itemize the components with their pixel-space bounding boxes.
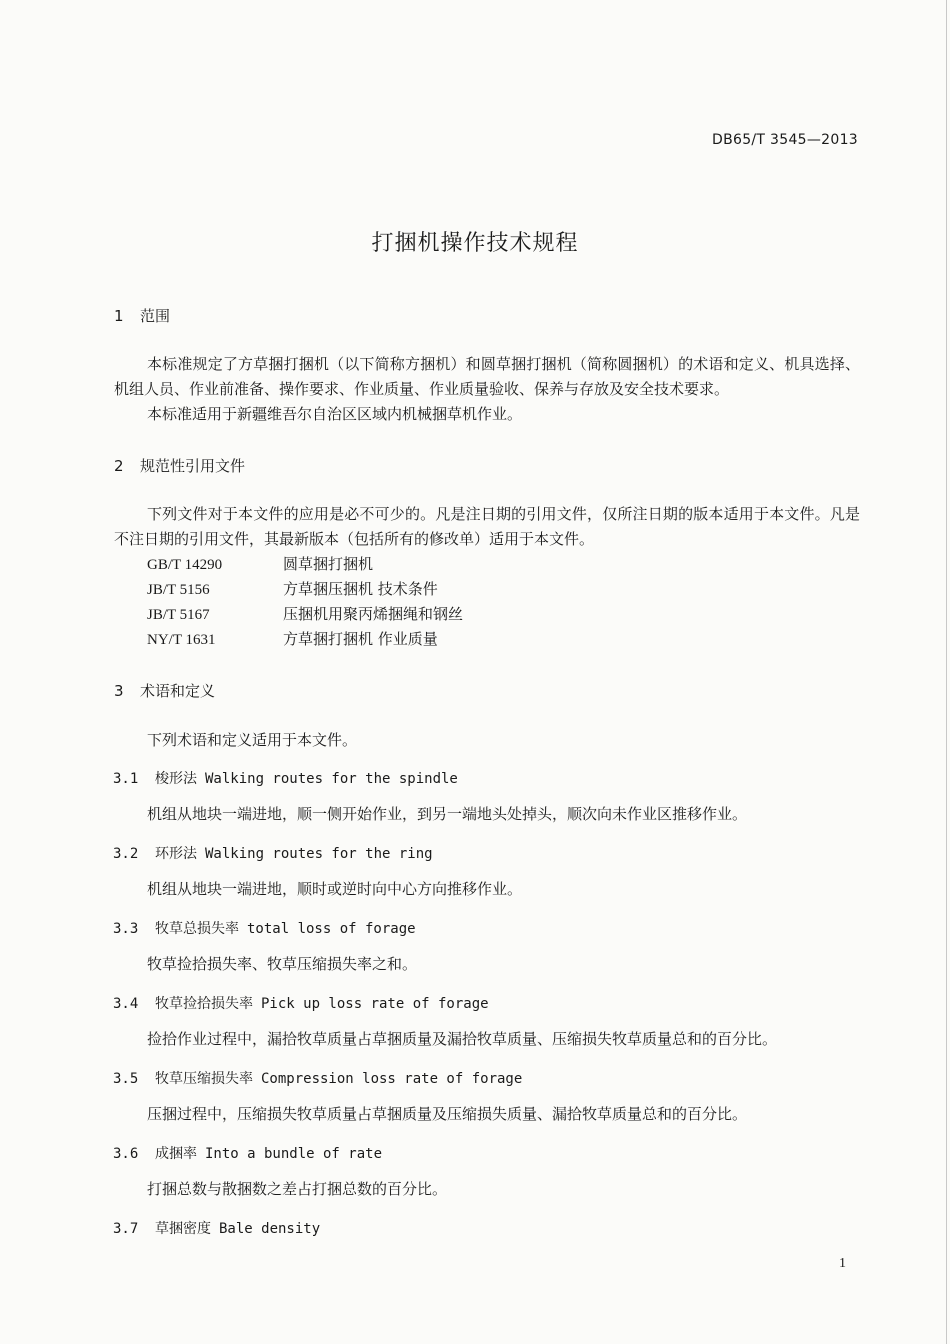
term-chinese: 草捆密度 [155, 1221, 211, 1237]
reference-name: 方草捆打捆机 作业质量 [283, 630, 438, 648]
term-number: 3.2 [113, 846, 139, 862]
term-chinese: 牧草压缩损失率 [155, 1071, 253, 1087]
term-chinese: 梭形法 [155, 771, 197, 787]
reference-code: JB/T 5167 [147, 607, 210, 623]
page-number: 1 [839, 1256, 846, 1271]
reference-row [147, 628, 438, 649]
reference-row [147, 603, 463, 624]
reference-row [147, 578, 438, 599]
scan-edge-line [946, 0, 947, 1344]
term-number: 3.3 [113, 921, 139, 937]
term-definition: 打捆总数与散捆数之差占打捆总数的百分比。 [147, 1180, 448, 1198]
reference-code: JB/T 5156 [147, 582, 210, 598]
standard-code: DB65/T 3545—2013 [712, 132, 858, 148]
term-number: 3.5 [113, 1071, 139, 1087]
reference-row [147, 553, 373, 574]
term-heading [113, 993, 489, 1013]
term-definition: 机组从地块一端进地，顺时或逆时向中心方向推移作业。 [147, 880, 523, 898]
reference-name: 圆草捆打捆机 [283, 555, 374, 573]
term-english: Bale density [219, 1221, 321, 1237]
term-heading [113, 768, 458, 788]
section-3-heading [114, 680, 215, 701]
term-heading [113, 843, 433, 863]
section-3-paragraph-1: 下列术语和定义适用于本文件。 [147, 731, 358, 749]
term-heading [113, 918, 416, 938]
term-chinese: 牧草捡拾损失率 [155, 996, 253, 1012]
reference-name: 压捆机用聚丙烯捆绳和钢丝 [283, 605, 464, 623]
section-title: 术语和定义 [140, 682, 216, 700]
section-number: 1 [114, 307, 124, 325]
term-english: Walking routes for the ring [205, 846, 433, 862]
term-heading [113, 1143, 382, 1163]
term-english: Into a bundle of rate [205, 1146, 383, 1162]
term-heading [113, 1218, 320, 1238]
reference-code: GB/T 14290 [147, 557, 223, 573]
term-number: 3.1 [113, 771, 139, 787]
term-definition: 压捆过程中，压缩损失牧草质量占草捆质量及压缩损失质量、漏拾牧草质量总和的百分比。 [147, 1105, 748, 1123]
term-definition: 机组从地块一端进地，顺一侧开始作业，到另一端地头处掉头，顺次向未作业区推移作业。 [147, 805, 748, 823]
term-definition: 牧草捡拾损失率、牧草压缩损失率之和。 [147, 955, 418, 973]
term-chinese: 牧草总损失率 [155, 921, 239, 937]
section-number: 3 [114, 682, 124, 700]
term-chinese: 成捆率 [155, 1146, 197, 1162]
section-1-heading [114, 305, 170, 326]
term-english: Pick up loss rate of forage [261, 996, 489, 1012]
document-title: 打捆机操作技术规程 [371, 231, 579, 256]
term-number: 3.6 [113, 1146, 139, 1162]
term-english: Compression loss rate of forage [261, 1071, 523, 1087]
section-title: 范围 [140, 307, 171, 325]
reference-code: NY/T 1631 [147, 632, 216, 648]
section-2-paragraph-1: 下列文件对于本文件的应用是必不可少的。凡是注日期的引用文件，仅所注日期的版本适用于本文件。凡是不注日期的引用文件，其最新版本（包括所有的修改单）适用于本文件。 [114, 505, 860, 548]
term-heading [113, 1068, 522, 1088]
term-number: 3.7 [113, 1221, 139, 1237]
section-2-heading [114, 455, 245, 476]
term-chinese: 环形法 [155, 846, 197, 862]
section-title: 规范性引用文件 [140, 457, 246, 475]
section-1-paragraph-1: 本标准规定了方草捆打捆机（以下简称方捆机）和圆草捆打捆机（简称圆捆机）的术语和定义、机具选择、机组人员、作业前准备、操作要求、作业质量、作业质量验收、保养与存放及安全技术要求。 [114, 355, 860, 398]
term-definition: 捡拾作业过程中，漏拾牧草质量占草捆质量及漏拾牧草质量、压缩损失牧草质量总和的百分比。 [147, 1030, 778, 1048]
reference-name: 方草捆压捆机 技术条件 [283, 580, 438, 598]
term-english: total loss of forage [247, 921, 416, 937]
term-english: Walking routes for the spindle [205, 771, 458, 787]
section-1-paragraph-2: 本标准适用于新疆维吾尔自治区区域内机械捆草机作业。 [147, 405, 523, 423]
term-number: 3.4 [113, 996, 139, 1012]
section-number: 2 [114, 457, 124, 475]
